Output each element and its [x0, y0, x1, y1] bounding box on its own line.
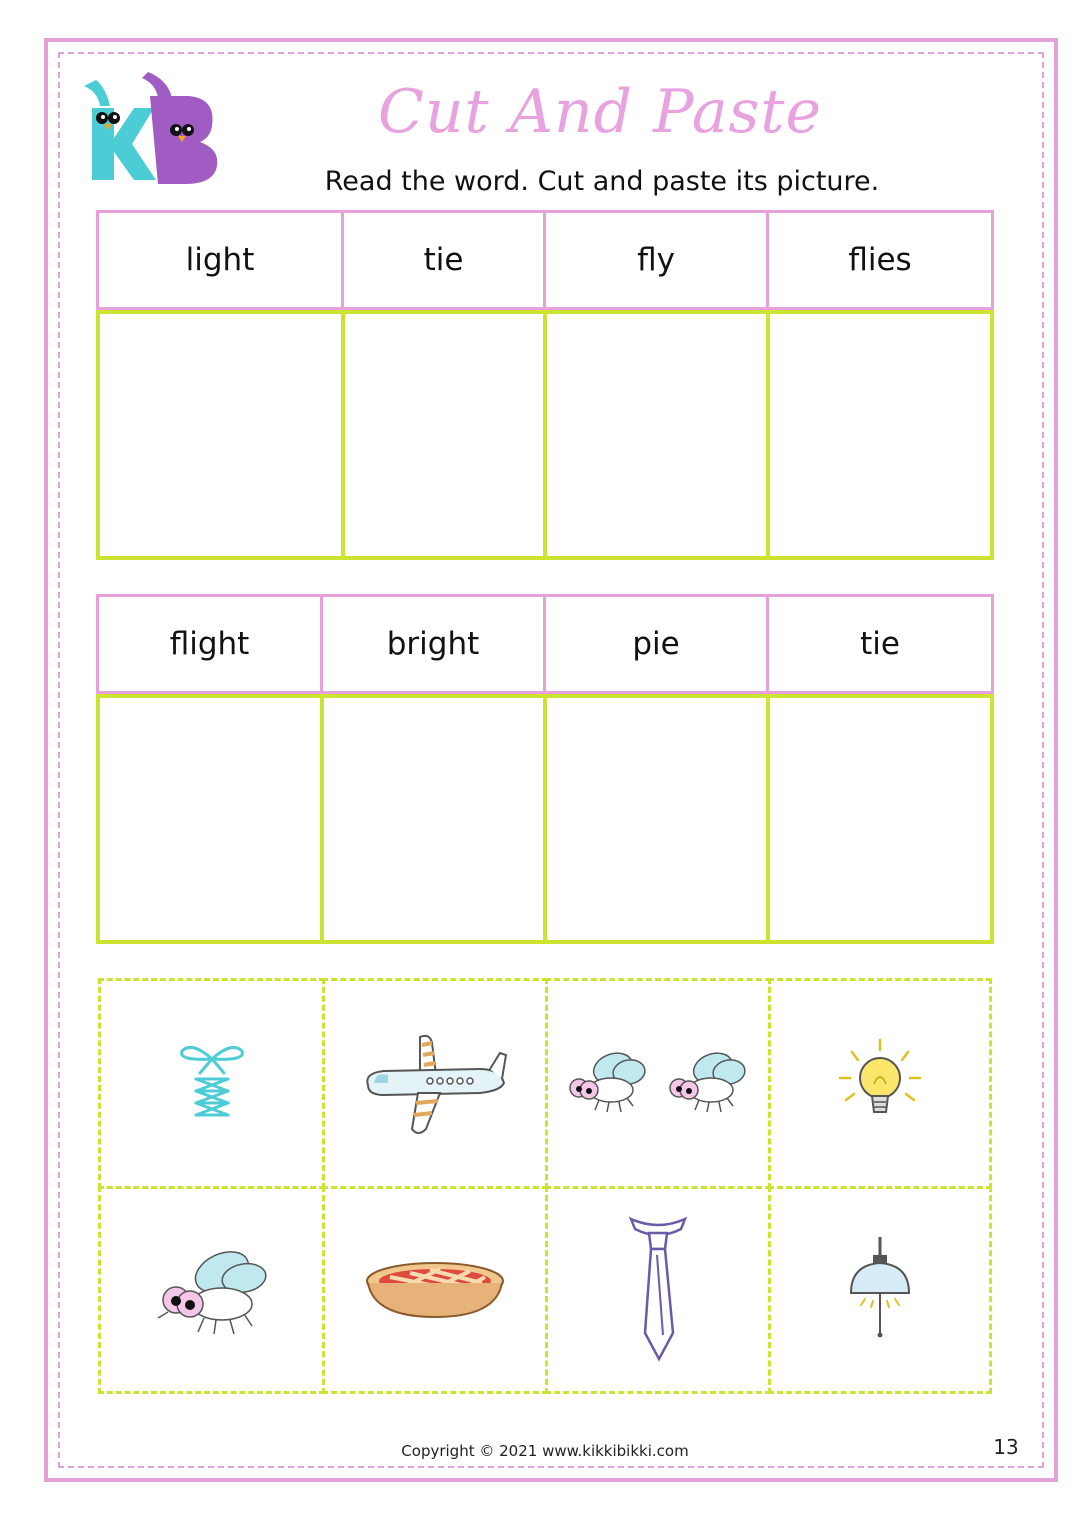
cut-out-grid [98, 978, 992, 1394]
cut-card[interactable] [98, 978, 325, 1189]
shoelace-icon [172, 1039, 252, 1129]
cut-card[interactable] [545, 978, 771, 1189]
word-cell-light: light [96, 210, 344, 310]
ceiling-lamp-icon [845, 1235, 915, 1345]
word-cell-tie: tie [766, 594, 994, 694]
instruction-text: Read the word. Cut and paste its picture. [324, 166, 880, 197]
cut-card[interactable] [322, 1186, 548, 1394]
word-cell-bright: bright [320, 594, 546, 694]
word-cell-flies: flies [766, 210, 994, 310]
paste-box[interactable] [96, 310, 345, 560]
cut-card[interactable] [322, 978, 548, 1189]
pie-icon [360, 1255, 510, 1325]
word-cell-tie: tie [341, 210, 546, 310]
page-title: Cut And Paste [377, 77, 823, 147]
lightbulb-icon [830, 1034, 930, 1134]
paste-box[interactable] [543, 310, 770, 560]
airplane-icon [360, 1029, 510, 1139]
two-flies-icon [563, 1044, 753, 1124]
cut-card[interactable] [768, 1186, 992, 1394]
paste-box[interactable] [96, 694, 324, 944]
cut-card[interactable] [768, 978, 992, 1189]
fly-icon [152, 1240, 272, 1340]
word-cell-fly: fly [543, 210, 769, 310]
kb-logo [76, 66, 226, 186]
page-number: 13 [993, 1435, 1019, 1459]
paste-box[interactable] [543, 694, 770, 944]
word-cell-pie: pie [543, 594, 769, 694]
paste-box[interactable] [320, 694, 547, 944]
word-cell-flight: flight [96, 594, 323, 694]
necktie-icon [623, 1215, 693, 1365]
word-row [96, 210, 994, 310]
cut-card[interactable] [98, 1186, 325, 1394]
paste-row [96, 694, 994, 944]
cut-card[interactable] [545, 1186, 771, 1394]
paste-box[interactable] [766, 310, 994, 560]
paste-box[interactable] [341, 310, 547, 560]
copyright-footer: Copyright © 2021 www.kikkibikki.com [401, 1442, 689, 1460]
paste-box[interactable] [766, 694, 994, 944]
word-row [96, 594, 994, 694]
paste-row [96, 310, 994, 560]
